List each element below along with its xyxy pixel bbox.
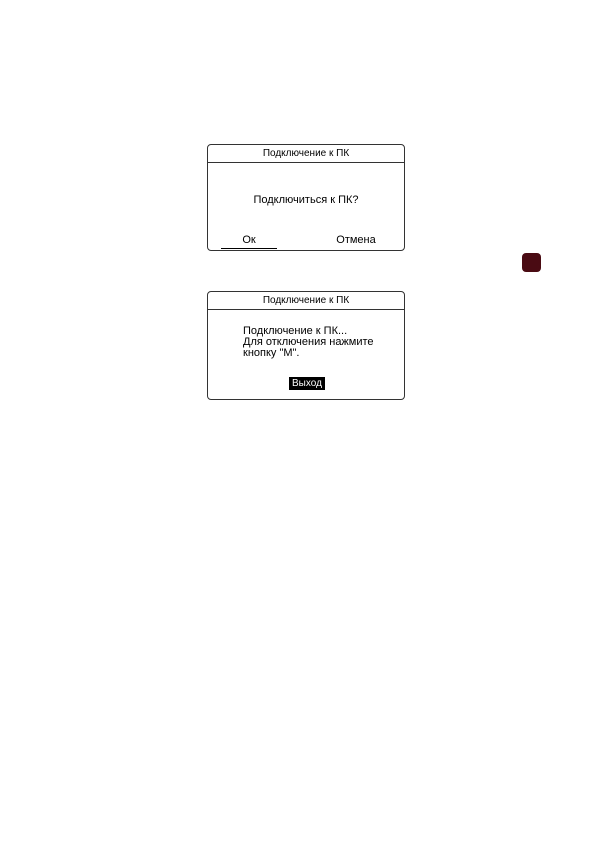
dialog-title: Подключение к ПК [208, 145, 404, 163]
status-line: Для отключения нажмите [243, 336, 374, 348]
cancel-button[interactable]: Отмена [336, 234, 376, 246]
exit-button[interactable]: Выход [289, 377, 325, 390]
section-thumb-tab [522, 253, 541, 272]
ok-button[interactable]: Ок [221, 234, 277, 249]
connect-to-pc-dialog [207, 144, 405, 251]
connection-status-text [243, 326, 374, 359]
status-line: Подключение к ПК... [243, 325, 348, 337]
connect-question: Подключиться к ПК? [253, 194, 359, 206]
status-line: кнопку "М". [243, 347, 300, 359]
dialog-title: Подключение к ПК [208, 292, 404, 310]
connecting-to-pc-dialog [207, 291, 405, 400]
